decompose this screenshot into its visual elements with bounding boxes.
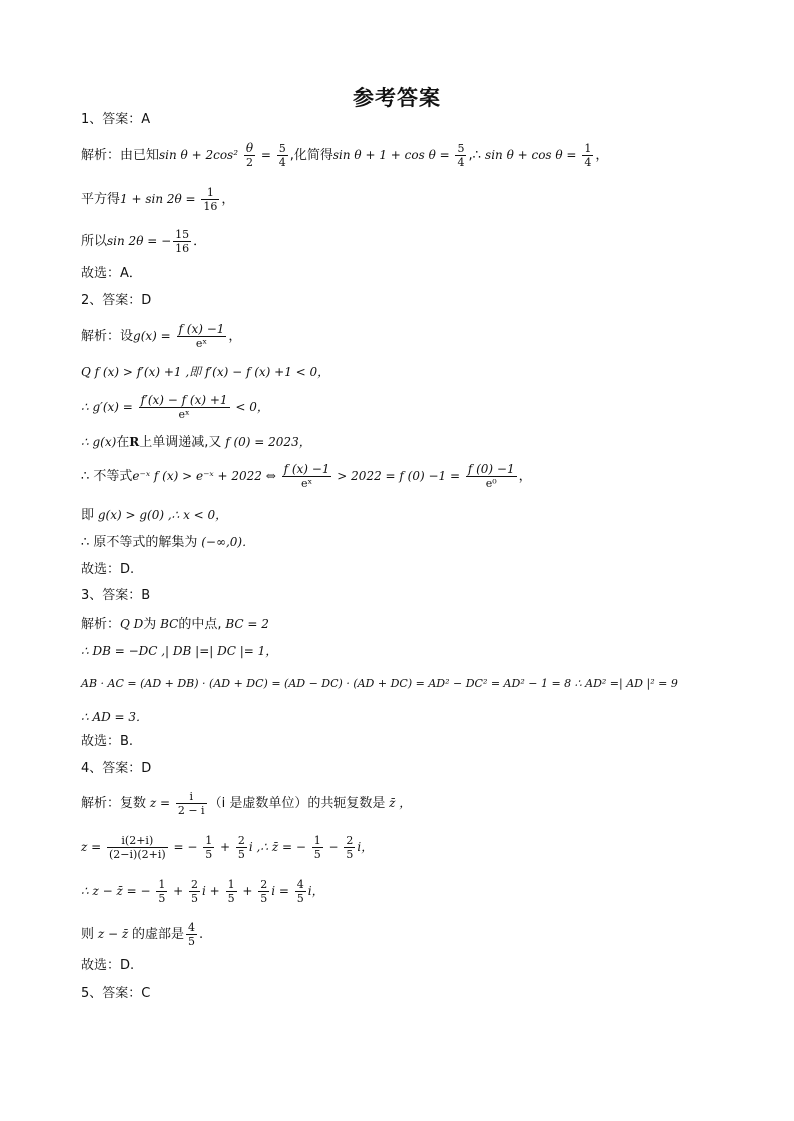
q3-line2: ∴ DB = −DC ,| DB |=| DC |= 1， [81,644,278,658]
q4-line3: ∴ z − z̄ = − $\frac{1}{5}$ + $\frac{2}{5}$ i + $\frac{1}{5}$ + $\frac{2}{5}$ i = $\frac{4}{5}$ i， [81,878,324,905]
q2-line7: ∴ 原不等式的解集为 (−∞,0)． [81,535,255,550]
q1-choose: 故选：A． [81,266,142,281]
q1-solution-line2: 平方得1 + sin 2θ = $\frac{1}{16}$ ， [81,186,235,213]
q2-line5: ∴ 不等式e⁻ˣ f (x) > e⁻ˣ + 2022 ⇔ $\frac{f (x) -1}{\text{eˣ}}$ > 2022 = f (0) −1 = $\frac{f (0) -1}{\text{e⁰}}$ ， [81,462,532,490]
q5-answer: 5、答案：C [81,986,151,1001]
q2-choose: 故选：D. [81,562,135,577]
q4-answer: 4、答案：D [81,761,152,776]
q4-choose: 故选：D. [81,958,135,973]
page-title: 参考答案 [353,86,441,110]
q1-solution-line3: 所以sin 2θ = − $\frac{15}{16}$ ． [81,228,207,255]
q3-answer: 3、答案：B [81,588,151,603]
q1-answer: 1、答案：A [81,112,151,127]
q1-solution-line1: 解析：由已知sin θ + 2cos² $\frac{\theta}{2}$ = $\frac{5}{4}$ ,化简得sin θ + 1 + cos θ = $\frac{5}{4}$ ,∴ sin θ + cos θ = $\frac{1}{4}$ ， [81,141,609,169]
q3-line4: ∴ AD = 3． [81,710,149,724]
q2-line6: 即 g(x) > g(0) ,∴ x < 0， [81,508,228,523]
q2-line4: ∴ g(x)在R上单调递减,又 f (0) = 2023， [81,435,311,450]
q2-line1: 解析：设g(x) = $\frac{f (x) -1}{\text{eˣ}}$ ， [81,322,242,350]
q3-line3: AB · AC = (AD + DB) · (AD + DC) = (AD − DC) · (AD + DC) = AD² − DC² = AD² − 1 = 8 ∴ AD² =| AD |² = 9 [81,677,678,690]
q4-line2: z = $\frac{i(2+i)}{(2-i)(2+i)}$ = − $\frac{1}{5}$ + $\frac{2}{5}$ i ,∴ z̄ = − $\frac{1}{5}$ − $\frac{2}{5}$ i， [81,834,374,861]
q3-line1: 解析：Q D为 BC的中点, BC = 2 [81,617,269,632]
q2-line3: ∴ g′(x) = $\frac{f'(x) - f (x) +1}{\text{eˣ}}$ < 0， [81,393,269,421]
q4-line4: 则 z − z̄ 的虚部是 $\frac{4}{5}$ . [81,921,204,948]
q2-answer: 2、答案：D [81,293,152,308]
q3-choose: 故选：B. [81,734,134,749]
q4-line1: 解析：复数 z = $\frac{i}{2 - i}$ （i 是虚数单位）的共轭复数是 z̄ ， [81,790,412,817]
q2-line2: Q f (x) > f′(x) +1 ,即 f′(x) − f (x) +1 < 0， [81,365,330,379]
